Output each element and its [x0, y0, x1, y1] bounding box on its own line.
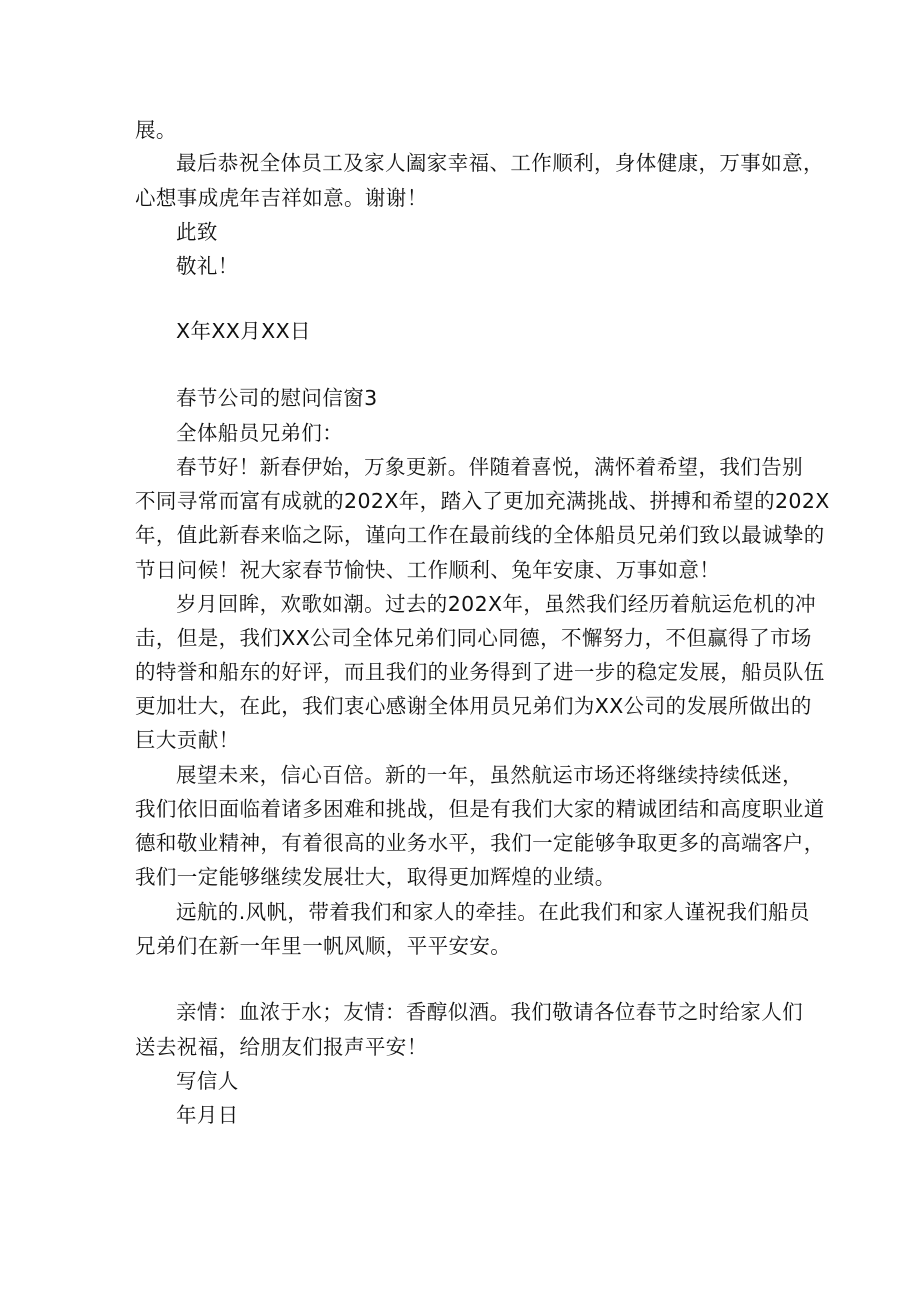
paragraph-fragment: 展。 [135, 118, 177, 142]
closing-wish-line-1: 最后恭祝全体员工及家人阖家幸福、工作顺利，身体健康，万事如意， [176, 151, 824, 175]
salutation: 全体船员兄弟们： [176, 421, 344, 445]
p2-line-3: 的特誉和船东的好评，而且我们的业务得到了进一步的稳定发展，船员队伍 [135, 660, 825, 684]
signer-line: 写信人 [176, 1069, 239, 1093]
p5-line-1: 亲情：血浓于水；友情：香醇似酒。我们敬请各位春节之时给家人们 [176, 1000, 803, 1024]
p3-line-2: 我们依旧面临着诸多困难和挑战，但是有我们大家的精诚团结和高度职业道 [135, 797, 825, 821]
p2-line-5: 巨大贡献！ [135, 728, 240, 752]
p1-line-1: 春节好！新春伊始，万象更新。伴随着喜悦，满怀着希望，我们告别 [176, 455, 803, 479]
signature-date-line: 年月日 [176, 1103, 239, 1127]
ci-zhi-line: 此致 [176, 220, 218, 244]
p1-line-2: 不同寻常而富有成就的202X年，踏入了更加充满挑战、拼搏和希望的202X [135, 489, 830, 513]
p4-line-1: 远航的.风帆，带着我们和家人的牵挂。在此我们和家人谨祝我们船员 [176, 900, 810, 924]
p1-line-4: 节日问候！祝大家春节愉快、工作顺利、兔年安康、万事如意！ [135, 558, 721, 582]
p2-line-4: 更加壮大，在此，我们衷心感谢全体用员兄弟们为XX公司的发展所做出的 [135, 694, 812, 718]
p4-line-2: 兄弟们在新一年里一帆风顺，平平安安。 [135, 934, 512, 958]
p5-line-2: 送去祝福，给朋友们报声平安！ [135, 1035, 428, 1059]
letter-title: 春节公司的慰问信窗3 [176, 386, 378, 410]
jing-li-line: 敬礼！ [176, 254, 239, 278]
p3-line-4: 我们一定能够继续发展壮大，取得更加辉煌的业绩。 [135, 865, 616, 889]
p2-line-2: 击，但是，我们XX公司全体兄弟们同心同德，不懈努力，不但赢得了市场 [135, 626, 812, 650]
p2-line-1: 岁月回眸，欢歌如潮。过去的202X年，虽然我们经历着航运危机的冲 [176, 592, 816, 616]
p3-line-3: 德和敬业精神，有着很高的业务水平，我们一定能够争取更多的高端客户， [135, 831, 825, 855]
closing-wish-line-2: 心想事成虎年吉祥如意。谢谢！ [135, 186, 428, 210]
p3-line-1: 展望未来，信心百倍。新的一年，虽然航运市场还将继续持续低迷， [176, 763, 803, 787]
date-line: X年XX月XX日 [176, 319, 311, 343]
p1-line-3: 年，值此新春来临之际，谨向工作在最前线的全体船员兄弟们致以最诚挚的 [135, 523, 825, 547]
